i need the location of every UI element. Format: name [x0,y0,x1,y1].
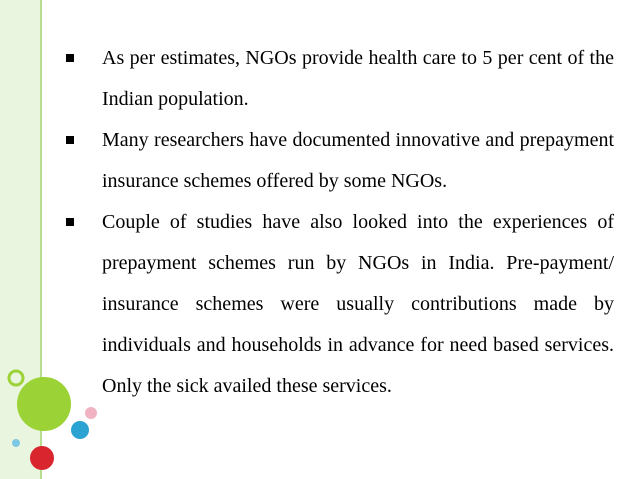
bullet-item [66,120,614,202]
bullet-item [66,202,614,407]
bullet-list [66,38,614,407]
square-bullet-icon [66,136,74,144]
square-bullet-icon [66,218,74,226]
red-circle [30,446,54,470]
green-ring-circle [9,371,23,385]
big-green-circle [17,377,71,431]
blue-circle [71,421,89,439]
light-blue-dot [12,439,20,447]
bullet-text: Many researchers have documented innovative and prepayment insurance schemes offered by some NGOs. [102,129,614,192]
square-bullet-icon [66,54,74,62]
bullet-text: Couple of studies have also looked into the experiences of prepayment schemes run by NGOs in India. Pre-payment/ insurance schemes were usually contributions made by individuals and households in advance for need based services. Only the sick availed these services. [102,211,614,397]
bullet-text: As per estimates, NGOs provide health care to 5 per cent of the Indian population. [102,47,614,110]
bullet-item [66,38,614,120]
pink-circle [85,407,97,419]
